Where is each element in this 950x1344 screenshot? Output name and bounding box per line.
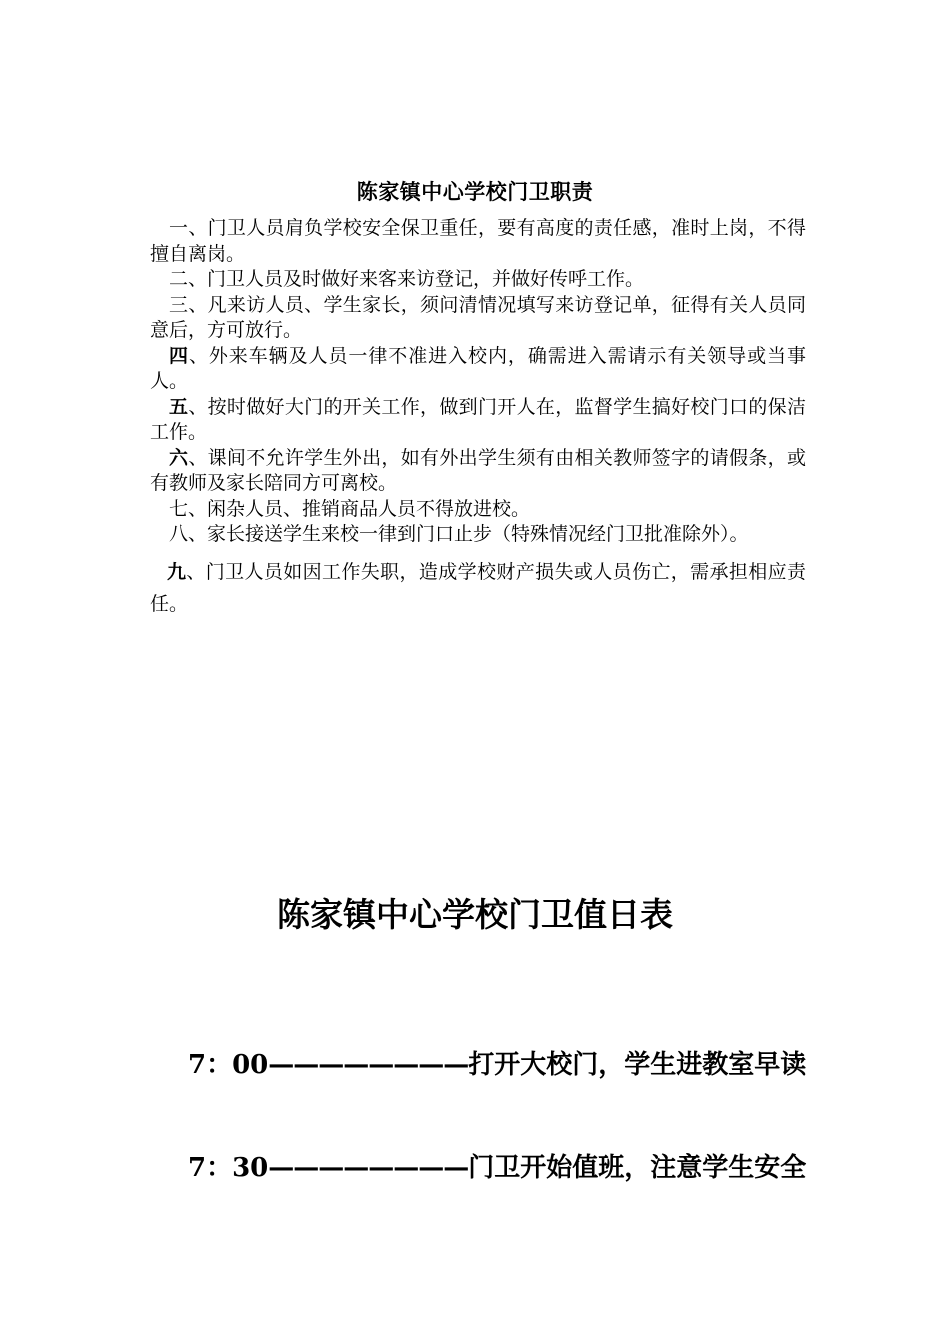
duty-item — [150, 293, 806, 344]
duty-number: 六 — [169, 446, 189, 469]
duty-text: 、外来车辆及人员一律不准进入校内，确需进入需请示有关领导或当事人。 — [150, 344, 806, 392]
duty-number: 二 — [169, 268, 189, 290]
schedule-task: 打开大校门，学生进教室早读 — [468, 1050, 807, 1080]
duties-list — [150, 216, 806, 620]
duty-number: 三 — [169, 293, 189, 316]
duty-number: 八 — [169, 523, 189, 545]
schedule-title: 陈家镇中心学校门卫值日表 — [277, 895, 673, 934]
duty-item — [150, 344, 806, 395]
duty-number: 七 — [169, 497, 189, 520]
duty-number: 四 — [169, 344, 189, 367]
duty-item — [150, 556, 806, 620]
duties-title: 陈家镇中心学校门卫职责 — [356, 179, 594, 204]
duty-item — [150, 216, 806, 267]
duty-text: 、门卫人员如因工作失职，造成学校财产损失或人员伤亡，需承担相应责任。 — [150, 560, 806, 615]
duty-text: 、按时做好大门的开关工作，做到门开人在，监督学生搞好校门口的保洁工作。 — [150, 395, 806, 443]
schedule-row — [188, 1047, 828, 1083]
duty-item — [150, 267, 806, 293]
duty-text: 、凡来访人员、学生家长，须问清情况填写来访登记单，征得有关人员同意后，方可放行。 — [150, 293, 806, 341]
duty-number: 九 — [167, 560, 187, 583]
duty-text: 、家长接送学生来校一律到门口止步（特殊情况经门卫批准除外）。 — [188, 523, 749, 545]
duty-item — [150, 446, 806, 497]
schedule-row — [188, 1150, 828, 1186]
schedule-task: 门卫开始值班，注意学生安全 — [468, 1153, 807, 1183]
schedule-time: 7：00 — [188, 1050, 269, 1080]
duty-number: 一 — [169, 217, 189, 239]
duty-text: 、课间不允许学生外出，如有外出学生须有由相关教师签字的请假条，或有教师及家长陪同方可离校。 — [150, 446, 806, 494]
duty-text: 、门卫人员及时做好来客来访登记，并做好传呼工作。 — [188, 268, 645, 290]
duty-text: 、门卫人员肩负学校安全保卫重任，要有高度的责任感，准时上岗，不得擅自离岗。 — [150, 217, 806, 265]
duty-number: 五 — [169, 395, 189, 418]
duty-item — [150, 497, 806, 523]
schedule-dash: ———————— — [268, 1153, 469, 1183]
schedule-time: 7：30 — [188, 1153, 269, 1183]
duty-text: 、闲杂人员、推销商品人员不得放进校。 — [188, 497, 531, 520]
schedule-dash: ———————— — [268, 1050, 469, 1080]
duty-item — [150, 395, 806, 446]
duty-item — [150, 522, 806, 548]
